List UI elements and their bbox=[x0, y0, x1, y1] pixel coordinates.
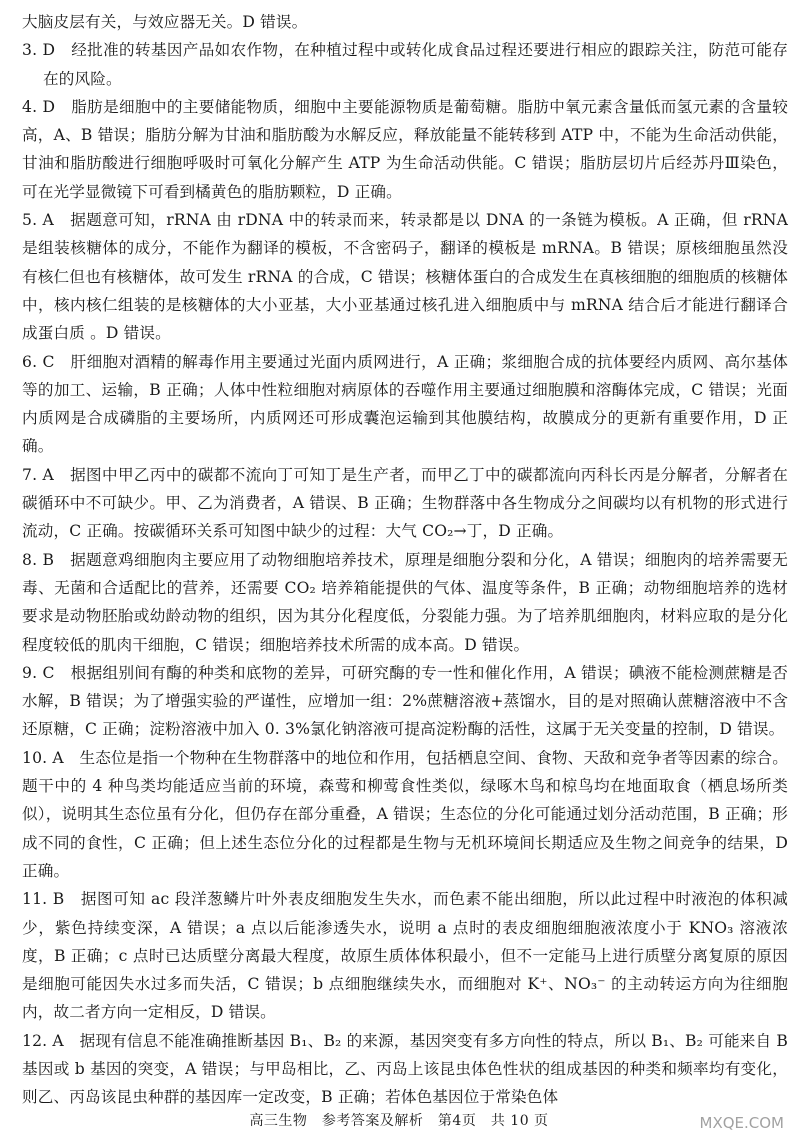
answer-item-7: 7. A 据图中甲乙丙中的碳都不流向丁可知丁是生产者，而甲乙丁中的碳都流向丙科长丙是分解者，分解者在碳循环中不可缺少。甲、乙为消费者，A 错误、B 正确；生物群落中各生物成分之间碳均以有机物的形式进行流动，C 正确。按碳循环关系可知图中缺少的过程：大气 CO₂→丁，D 正确。 bbox=[22, 465, 788, 541]
paragraph-continuation: 大脑皮层有关，与效应器无关。D 错误。 bbox=[22, 13, 308, 31]
answer-item-6: 6. C 肝细胞对酒精的解毒作用主要通过光面内质网进行，A 正确；浆细胞合成的抗体要经内质网、高尔基体等的加工、运输，B 正确；人体中性粒细胞对病原体的吞噬作用主要通过细胞膜和溶酶体完成，C 错误；光面内质网是合成磷脂的主要场所，内质网还可形成囊泡运输到其他膜结构，故膜成分的更新有重要作用，D 正确。 bbox=[22, 352, 788, 456]
answer-item-8: 8. B 据题意鸡细胞肉主要应用了动物细胞培养技术，原理是细胞分裂和分化，A 错误；细胞肉的培养需要无毒、无菌和合适配比的营养，还需要 CO₂ 培养箱能提供的气体、温度等条件，B 正确；动物细胞培养的选材要求是动物胚胎或幼龄动物的组织，因为其分化程度低，分裂能力强。为了培养肌细胞肉，材料应取的是分化程度较低的肌肉干细胞，C 错误；细胞培养技术所需的成本高。D 错误。 bbox=[22, 550, 788, 654]
answer-item-9: 9. C 根据组别间有酶的种类和底物的差异，可研究酶的专一性和催化作用，A 错误；碘液不能检测蔗糖是否水解，B 错误；为了增强实验的严谨性，应增加一组：2%蔗糖溶液+蒸馏水，目的是对照确认蔗糖溶液中不含还原糖，C 正确；淀粉溶液中加入 0. 3%氯化钠溶液可提高淀粉酶的活性，这属于无关变量的控制，D 错误。 bbox=[22, 663, 788, 739]
answer-item-12: 12. A 据现有信息不能准确推断基因 B₁、B₂ 的来源，基因突变有多方向性的特点，所以 B₁、B₂ 可能来自 B 基因或 b 基因的突变，A 错误；与甲岛相比，乙、丙岛上该昆虫体色性状的组成基因的种类和频率均有变化，则乙、丙岛该昆虫种群的基因库一定改变，B 正确；若体色基因位于常染色体 bbox=[22, 1031, 788, 1107]
site-watermark: MXQE.COM bbox=[699, 1114, 784, 1132]
answer-item-3: 3. D 经批准的转基因产品如农作物，在种植过程中或转化成食品过程还要进行相应的跟踪关注，防范可能存在的风险。 bbox=[22, 41, 788, 88]
answer-item-10: 10. A 生态位是指一个物种在生物群落中的地位和作用，包括栖息空间、食物、天敌和竞争者等因素的综合。题干中的 4 种鸟类均能适应当前的环境，森莺和柳莺食性类似，绿啄木鸟和椋鸟均在地面取食（栖息场所类似），说明其生态位虽有分化，但仍存在部分重叠，A 错误；生态位的分化可能通过划分活动范围，B 正确；形成不同的食性，C 正确；但上述生态位分化的过程都是生物与无机环境间长期适应及生物之间竞争的结果，D 正确。 bbox=[22, 748, 788, 880]
answer-item-11: 11. B 据图可知 ac 段洋葱鳞片叶外表皮细胞发生失水，而色素不能出细胞，所以此过程中时液泡的体积减少，紫色持续变深，A 错误；a 点以后能渗透失水，说明 a 点时的表皮细胞细胞液浓度小于 KNO₃ 溶液浓度，B 正确；c 点时已达质壁分离最大程度，故原生质体体积最小，但不一定能马上进行质壁分离复原的原因是细胞可能因失水过多而失活，C 错误；b 点细胞继续失水，而细胞对 K⁺、NO₃⁻ 的主动转运方向为往细胞内，故二者方向一定相反，D 错误。 bbox=[22, 890, 788, 1022]
answer-item-5: 5. A 据题意可知，rRNA 由 rDNA 中的转录而来，转录都是以 DNA 的一条链为模板。A 正确，但 rRNA 是组装核糖体的成分，不能作为翻译的模板，不含密码子，翻译的模板是 mRNA。B 错误；原核细胞虽然没有核仁但也有核糖体，故可发生 rRNA 的合成，C 错误；核糖体蛋白的合成发生在真核细胞的细胞质的核糖体中，核内核仁组装的是核糖体的大小亚基，大小亚基通过核孔进入细胞质中与 mRNA 结合后才能进行翻译合成蛋白质 。D 错误。 bbox=[22, 211, 788, 343]
answer-item-4: 4. D 脂肪是细胞中的主要储能物质，细胞中主要能源物质是葡萄糖。脂肪中氧元素含量低而氢元素的含量较高，A、B 错误；脂肪分解为甘油和脂肪酸为水解反应，释放能量不能转移到 ATP 中，不能为生命活动供能，甘油和脂肪酸进行细胞呼吸时可氧化分解产生 ATP 为生命活动供能。C 错误；脂肪层切片后经苏丹Ⅲ染色，可在光学显微镜下可看到橘黄色的脂肪颗粒，D 正确。 bbox=[22, 97, 788, 201]
page-footer: 高三生物 参考答案及解析 第4页 共 10 页 bbox=[249, 1113, 549, 1129]
